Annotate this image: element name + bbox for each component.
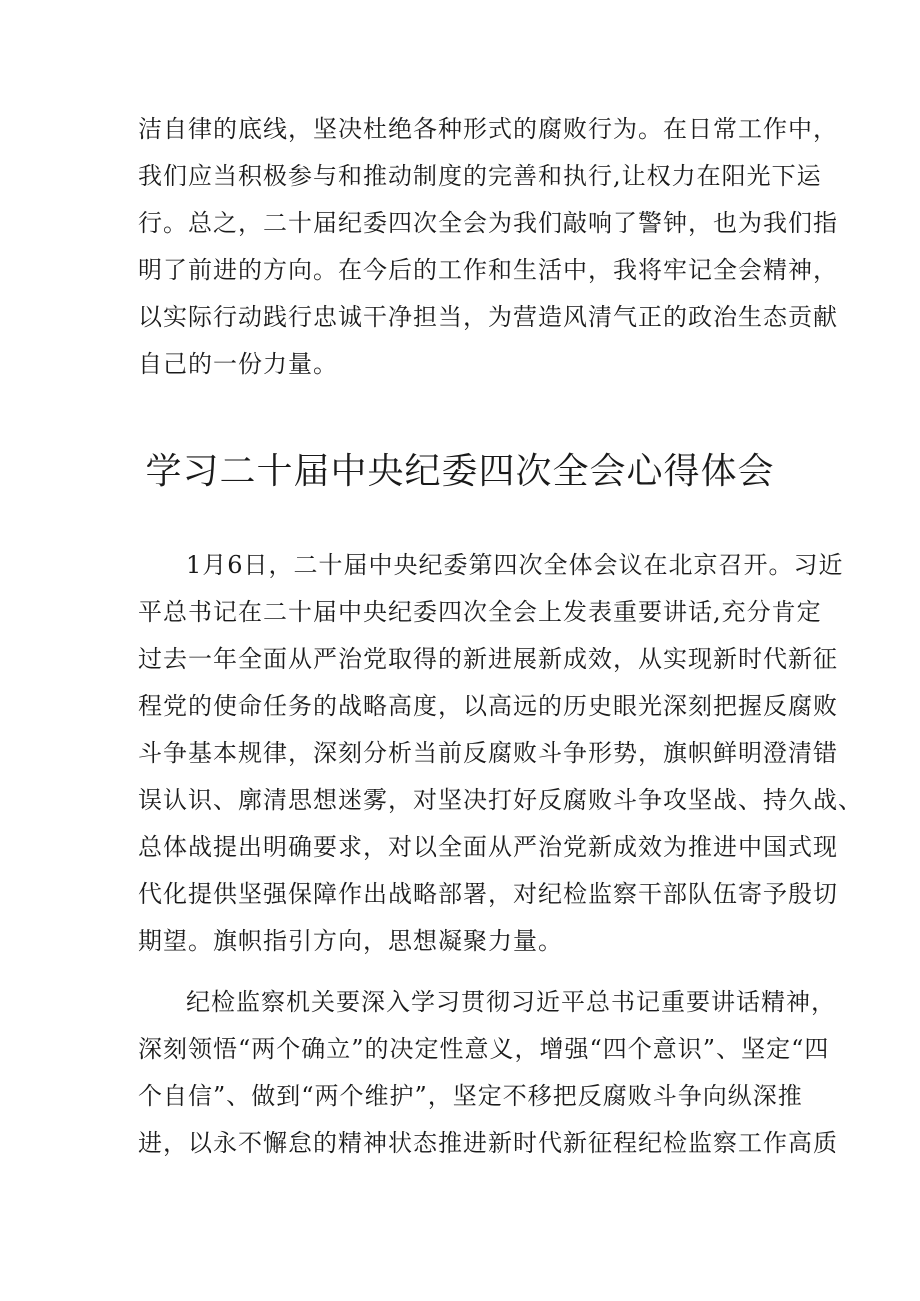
paragraph-1	[138, 542, 863, 965]
text-line: 1月6日，二十届中央纪委第四次全体会议在北京召开。习近	[186, 551, 844, 579]
text-line: 个自信”、做到“两个维护”，坚定不移把反腐败斗争向纵深推	[138, 1082, 803, 1110]
text-line: 纪检监察机关要深入学习贯彻习近平总书记重要讲话精神，	[186, 988, 836, 1016]
text-line: 行。总之，二十届纪委四次全会为我们敲响了警钟，也为我们指	[138, 209, 838, 237]
text-line: 以实际行动践行忠诚干净担当，为营造风清气正的政治生态贡献	[138, 303, 838, 331]
page-title: 学习二十届中央纪委四次全会心得体会	[145, 451, 775, 492]
text-line: 平总书记在二十届中央纪委四次全会上发表重要讲话,充分肯定	[138, 598, 822, 626]
text-line: 代化提供坚强保障作出战略部署，对纪检监察干部队伍寄予殷切	[138, 880, 838, 908]
text-line: 我们应当积极参与和推动制度的完善和执行,让权力在阳光下运	[138, 162, 822, 190]
text-line: 误认识、廓清思想迷雾，对坚决打好反腐败斗争攻坚战、持久战、	[138, 786, 863, 814]
text-line: 斗争基本规律，深刻分析当前反腐败斗争形势，旗帜鲜明澄清错	[138, 739, 838, 767]
text-line: 过去一年全面从严治党取得的新进展新成效，从实现新时代新征	[138, 645, 838, 673]
paragraph-2	[138, 979, 838, 1167]
text-line: 进，以永不懈怠的精神状态推进新时代新征程纪检监察工作高质	[138, 1129, 838, 1157]
text-line: 期望。旗帜指引方向，思想凝聚力量。	[138, 927, 563, 955]
text-line: 自己的一份力量。	[138, 350, 338, 378]
continuation-paragraph	[138, 106, 838, 388]
text-line: 深刻领悟“两个确立”的决定性意义，增强“四个意识”、坚定“四	[138, 1035, 830, 1063]
text-line: 明了前进的方向。在今后的工作和生活中，我将牢记全会精神，	[138, 256, 838, 284]
text-line: 程党的使命任务的战略高度，以高远的历史眼光深刻把握反腐败	[138, 692, 838, 720]
text-line: 洁自律的底线，坚决杜绝各种形式的腐败行为。在日常工作中，	[138, 115, 838, 143]
text-line: 总体战提出明确要求，对以全面从严治党新成效为推进中国式现	[138, 833, 838, 861]
